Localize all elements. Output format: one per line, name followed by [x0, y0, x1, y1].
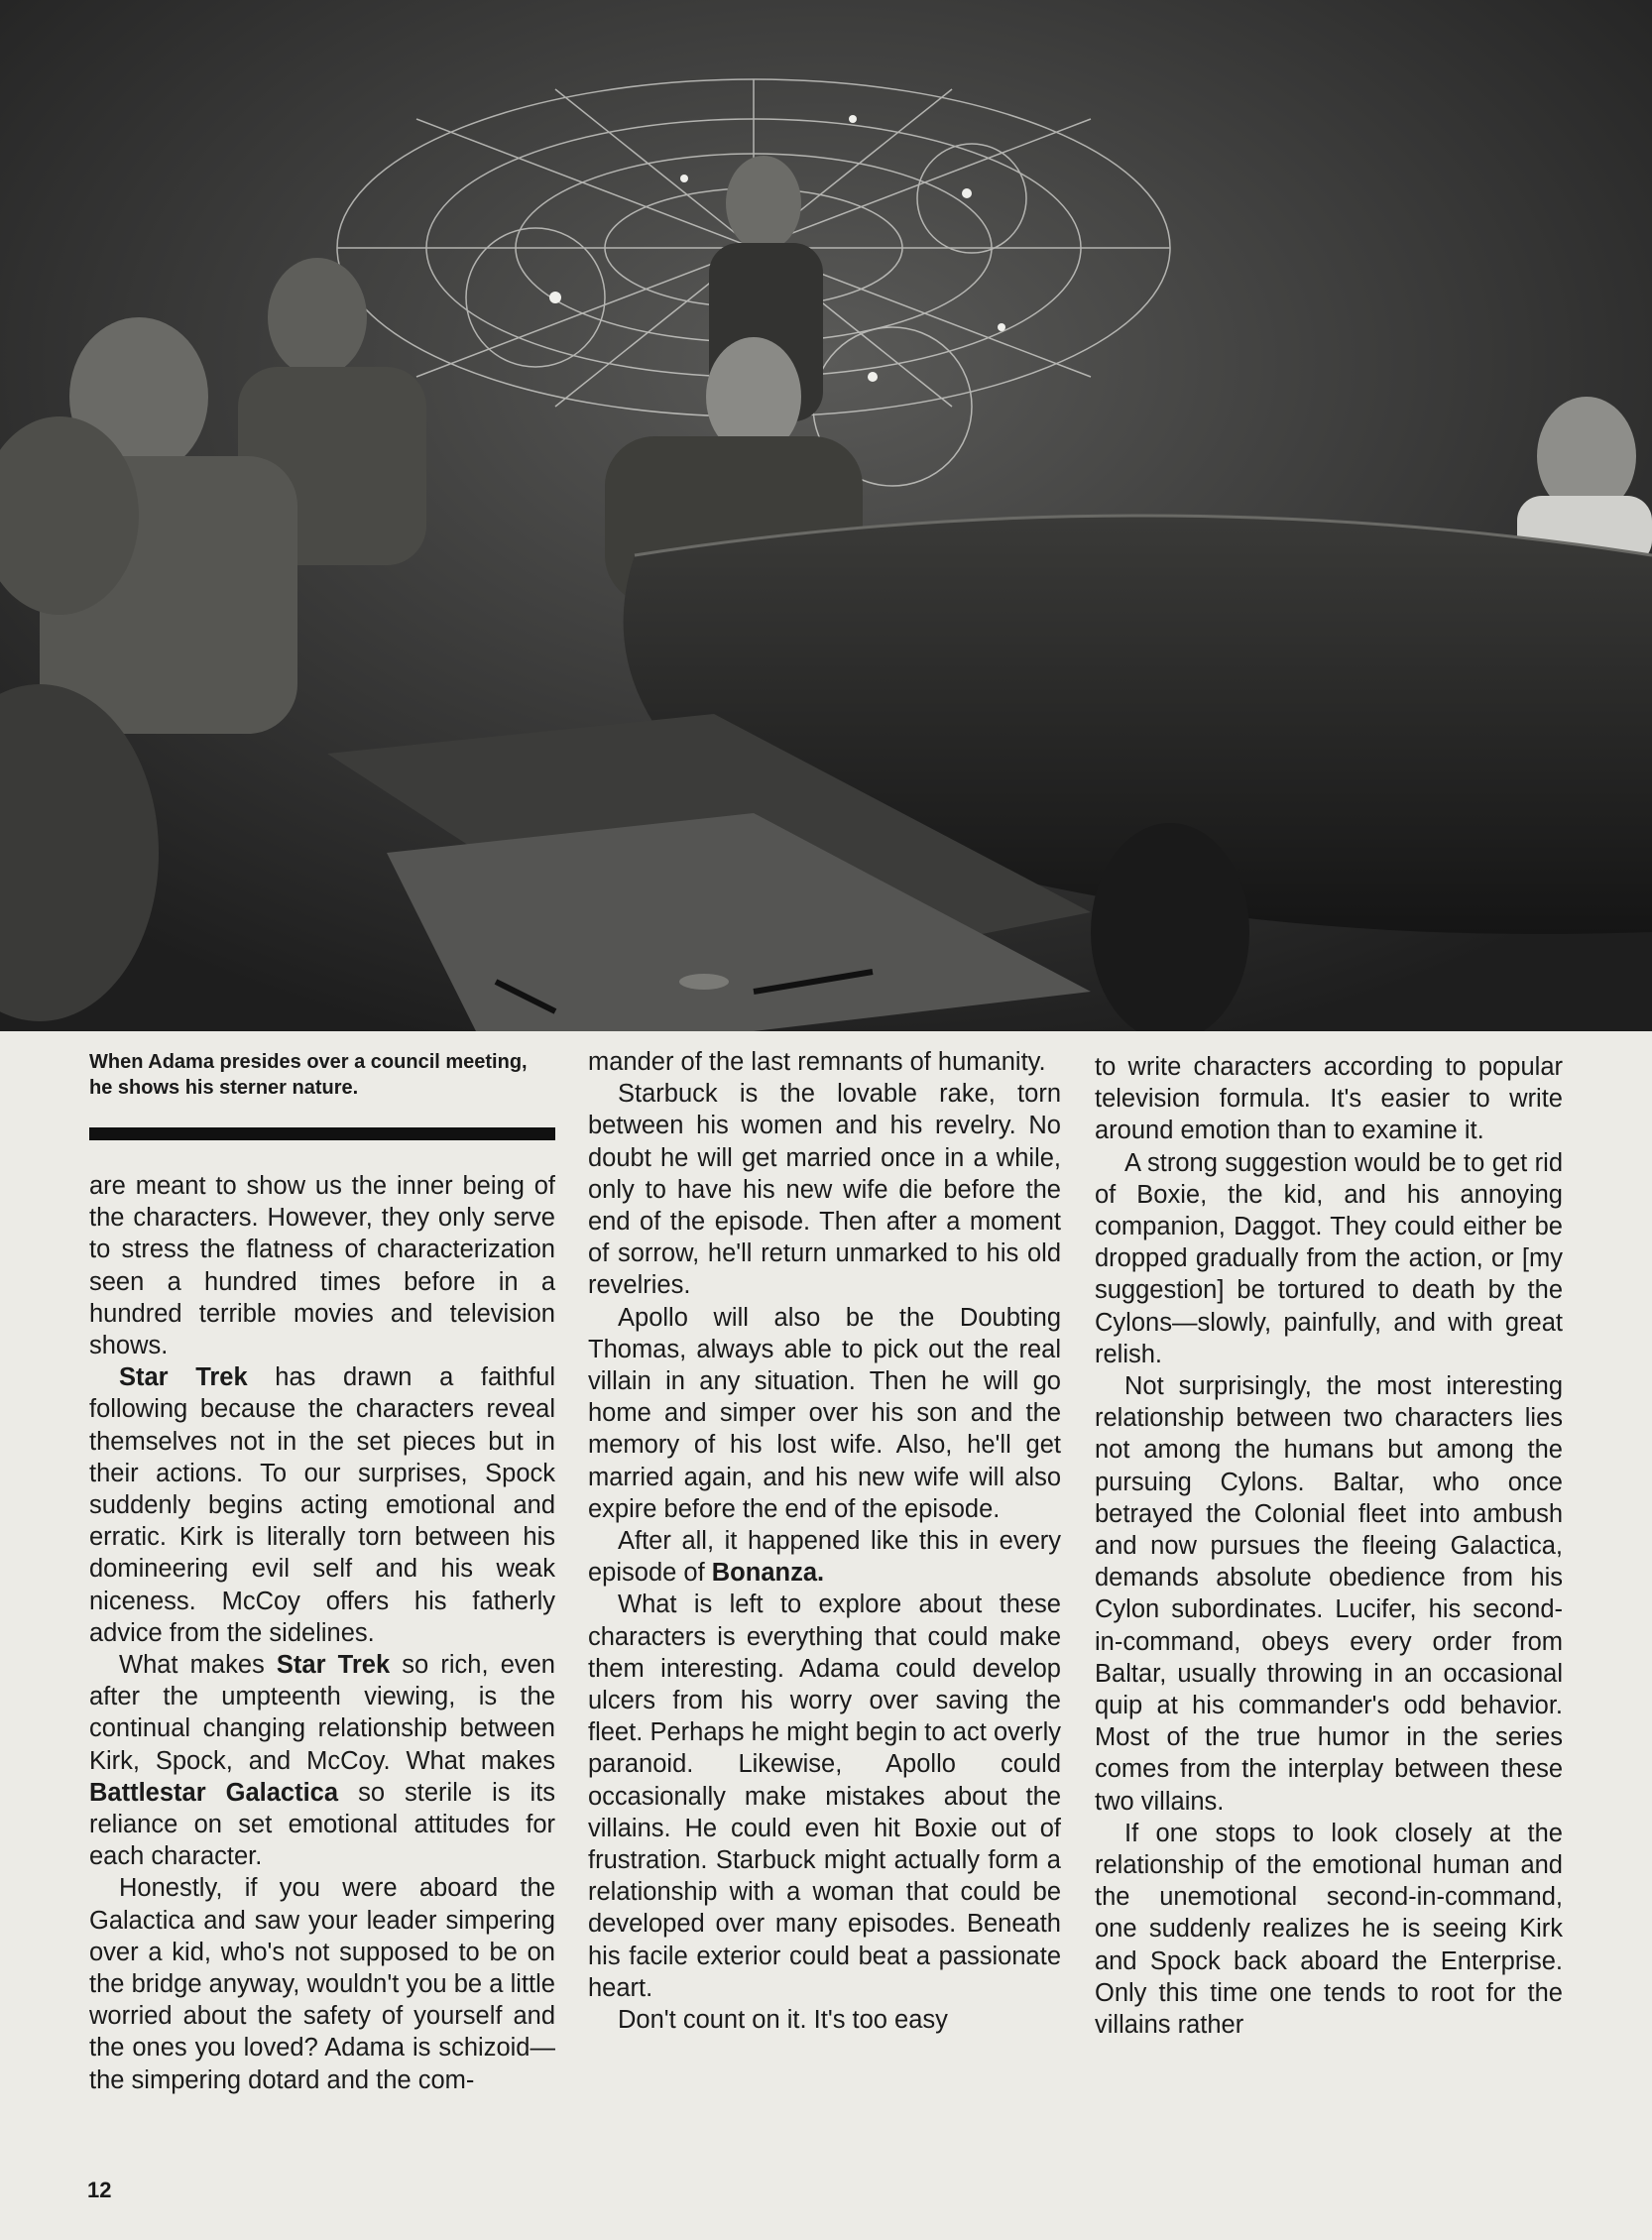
- paragraph: mander of the last remnants of humanity.: [588, 1048, 1046, 1076]
- divider-bar: [89, 1127, 555, 1140]
- paragraph: Not surprisingly, the most interesting relationship between two characters lies not among the humans but among the pursuing Cylons. Baltar, who once betrayed the Colonial fleet into ambush and now pursues the fleeing Galactica, demands absolute obedience from his Cylon subordinates. Lucifer, his second-in-command, obeys every order from Baltar, usually throwing in an occasional quip at his commander's odd behavior. Most of the true humor in the series comes from the interplay between these two villains.: [1095, 1372, 1563, 1816]
- paragraph: [89, 1649, 555, 1872]
- paragraph: to write characters according to popular television formula. It's easier to write around emotion than to examine it.: [1095, 1053, 1563, 1145]
- article-column-1: [89, 1170, 555, 2096]
- show-title: Star Trek: [276, 1651, 391, 1680]
- show-title: Bonanza.: [711, 1559, 825, 1588]
- paragraph: [89, 1361, 555, 1649]
- paragraph-text: so sterile is its reliance on set emotional attitudes for each character.: [89, 1778, 555, 1871]
- article-column-2: [588, 1046, 1061, 2036]
- paragraph: If one stops to look closely at the relationship of the emotional human and the unemotional second-in-command, one suddenly realizes he is seeing Kirk and Spock back aboard the Enterprise. Only this time one tends to root for the villains rather: [1095, 1819, 1563, 2040]
- paragraph-text: After all, it happened like this in every episode of: [588, 1527, 1061, 1588]
- paragraph: Apollo will also be the Doubting Thomas, always able to pick out the real villain in any situation. Then he will go home and simper over his son and the memory of his lost wife. Also, he'll get married again, and his new wife will also expire before the end of the episode.: [588, 1303, 1061, 1523]
- paragraph: A strong suggestion would be to get rid of Boxie, the kid, and his annoying companion, Daggot. They could either be dropped gradually from the action, or [my suggestion] be tortured to death by the Cylons—slowly, painfully, and with great relish.: [1095, 1148, 1563, 1368]
- show-title: Battlestar Galactica: [89, 1778, 339, 1807]
- photo-caption: When Adama presides over a council meeting, he shows his sterner nature.: [89, 1051, 528, 1099]
- page-number: 12: [87, 2178, 112, 2202]
- council-meeting-photo: [0, 0, 1652, 1031]
- paragraph-text: so rich, even after the umpteenth viewing, is the continual changing relationship between Kirk, Spock, and McCoy. What makes: [89, 1651, 555, 1775]
- show-title: Star Trek: [119, 1363, 248, 1392]
- article-column-3: [1095, 1051, 1563, 2041]
- paragraph: Don't count on it. It's too easy: [618, 2006, 948, 2035]
- paragraph: Starbuck is the lovable rake, torn between his women and his revelry. No doubt he will get married once in a while, only to have his new wife die before the end of the episode. Then after a moment of sorrow, he'll return unmarked to his old revelries.: [588, 1080, 1061, 1300]
- paragraph: Honestly, if you were aboard the Galactica and saw your leader simpering over a kid, who's not supposed to be on the bridge anyway, wouldn't you be a little worried about the safety of yourself and the ones you loved? Adama is schizoid—the simpering dotard and the com-: [89, 1874, 555, 2094]
- paragraph-text: has drawn a faithful following because the characters reveal themselves not in the set pieces but in their actions. To our surprises, Spock suddenly begins acting emotional and erratic. Kirk is literally torn between his domineering evil self and his weak niceness. McCoy offers his fatherly advice from the sidelines.: [89, 1363, 556, 1647]
- paragraph-text: What makes: [119, 1651, 277, 1680]
- paragraph: What is left to explore about these characters is everything that could make them interesting. Adama could develop ulcers from his worry over saving the fleet. Perhaps he might begin to act overly paranoid. Likewise, Apollo could occasionally make mistakes about the villains. He could even hit Boxie out of frustration. Starbuck might actually form a relationship with a woman that could be developed over many episodes. Beneath his facile exterior could beat a passionate heart.: [588, 1591, 1061, 2002]
- paragraph: [588, 1525, 1061, 1589]
- paragraph: are meant to show us the inner being of the characters. However, they only serve to stress the flatness of characterization seen a hundred times before in a hundred terrible movies and television shows.: [89, 1172, 555, 1360]
